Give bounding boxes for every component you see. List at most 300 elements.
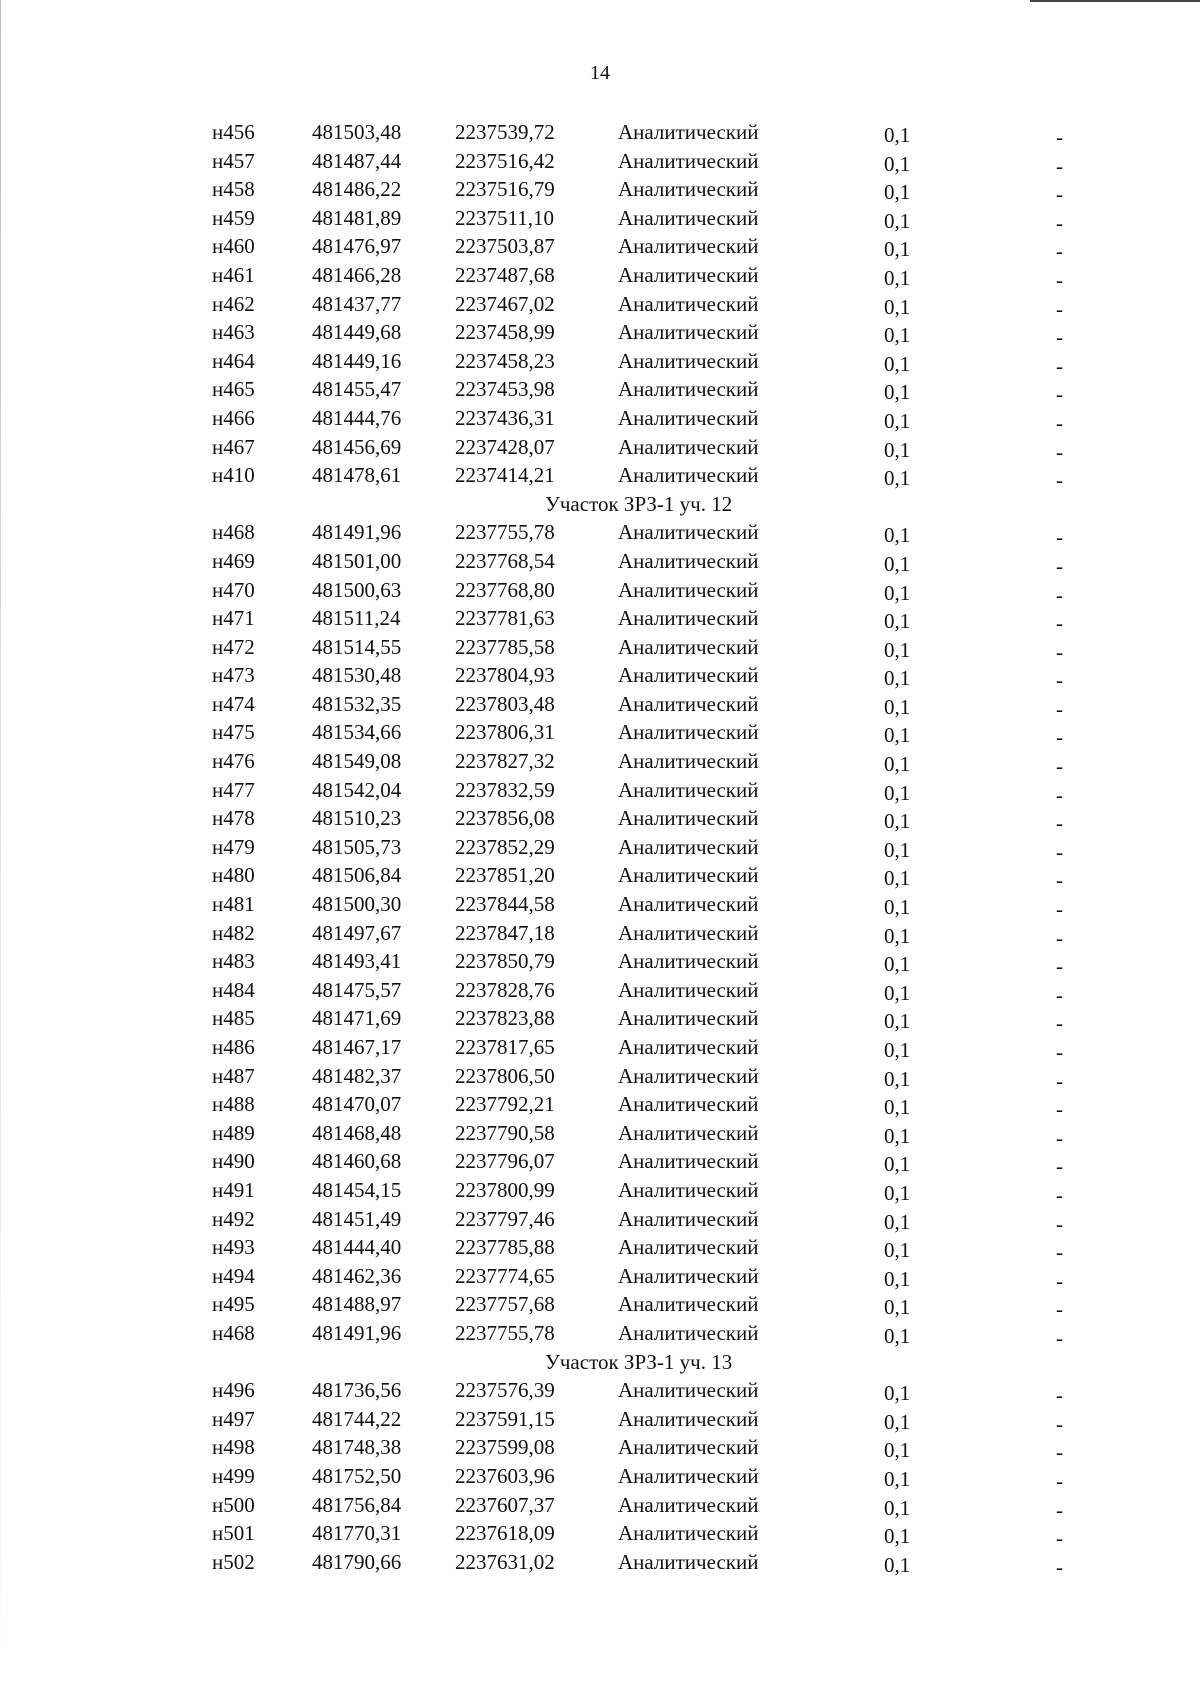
method-cell: Аналитический: [618, 663, 759, 688]
dash-cell: -: [1056, 925, 1063, 950]
dash-cell: -: [1056, 439, 1063, 464]
dash-cell: -: [1056, 1468, 1063, 1493]
dash-cell: -: [1056, 1154, 1063, 1179]
x-coordinate-cell: 481501,00: [312, 548, 402, 573]
y-coordinate-cell: 2237806,31: [455, 720, 555, 745]
y-coordinate-cell: 2237847,18: [455, 920, 555, 945]
x-coordinate-cell: 481500,30: [312, 892, 402, 917]
accuracy-cell: 0,1: [884, 895, 911, 920]
dash-cell: -: [1056, 725, 1063, 750]
y-coordinate-cell: 2237755,78: [455, 520, 555, 545]
method-cell: Аналитический: [618, 1235, 759, 1260]
accuracy-cell: 0,1: [884, 1495, 911, 1520]
table-row: [0, 1205, 1200, 1234]
dash-cell: -: [1056, 1011, 1063, 1036]
y-coordinate-cell: 2237796,07: [455, 1149, 555, 1174]
y-coordinate-cell: 2237844,58: [455, 892, 555, 917]
point-id-cell: н457: [212, 148, 255, 173]
accuracy-cell: 0,1: [884, 723, 911, 748]
method-cell: Аналитический: [618, 1263, 759, 1288]
method-cell: Аналитический: [618, 691, 759, 716]
table-row: [0, 776, 1200, 805]
point-id-cell: н468: [212, 1320, 255, 1345]
table-row: [0, 1090, 1200, 1122]
y-coordinate-cell: 2237436,31: [455, 405, 555, 430]
point-id-cell: н495: [212, 1292, 255, 1317]
dash-cell: -: [1056, 296, 1063, 321]
x-coordinate-cell: 481500,63: [312, 577, 402, 602]
accuracy-cell: 0,1: [884, 923, 911, 948]
method-cell: Аналитический: [618, 977, 759, 1002]
method-cell: Аналитический: [618, 1149, 759, 1174]
y-coordinate-cell: 2237631,02: [455, 1549, 555, 1574]
table-row: [0, 318, 1200, 350]
x-coordinate-cell: 481451,49: [312, 1206, 402, 1231]
y-coordinate-cell: 2237516,42: [455, 148, 555, 173]
method-cell: Аналитический: [618, 606, 759, 631]
point-id-cell: н492: [212, 1206, 255, 1231]
dash-cell: -: [1056, 1383, 1063, 1408]
table-row: [0, 232, 1200, 264]
y-coordinate-cell: 2237603,96: [455, 1463, 555, 1488]
x-coordinate-cell: 481467,17: [312, 1035, 402, 1059]
table-row: [0, 1033, 1200, 1062]
dash-cell: -: [1056, 754, 1063, 779]
table-row: [0, 576, 1200, 605]
x-coordinate-cell: 481468,48: [312, 1120, 402, 1145]
x-coordinate-cell: 481491,96: [312, 520, 402, 545]
x-coordinate-cell: 481549,08: [312, 749, 402, 774]
accuracy-cell: 0,1: [884, 1152, 911, 1177]
x-coordinate-cell: 481503,48: [312, 120, 402, 144]
table-row: [0, 1433, 1200, 1465]
x-coordinate-cell: 481478,61: [312, 463, 402, 488]
method-cell: Аналитический: [618, 749, 759, 774]
y-coordinate-cell: 2237790,58: [455, 1120, 555, 1145]
point-id-cell: н490: [212, 1149, 255, 1174]
top-rule: [1030, 0, 1200, 2]
dash-cell: -: [1056, 897, 1063, 922]
point-id-cell: н494: [212, 1263, 255, 1288]
point-id-cell: н458: [212, 177, 255, 202]
method-cell: Аналитический: [618, 1177, 759, 1202]
x-coordinate-cell: 481475,57: [312, 977, 402, 1002]
dash-cell: -: [1056, 1554, 1063, 1579]
dash-cell: -: [1056, 1325, 1063, 1350]
y-coordinate-cell: 2237453,98: [455, 377, 555, 402]
x-coordinate-cell: 481748,38: [312, 1435, 402, 1460]
table-row: [0, 1548, 1200, 1577]
table-row: [0, 433, 1200, 462]
table-row: [0, 861, 1200, 893]
point-id-cell: н497: [212, 1406, 255, 1431]
method-cell: Аналитический: [618, 1521, 759, 1546]
method-cell: Аналитический: [618, 548, 759, 573]
y-coordinate-cell: 2237414,21: [455, 463, 555, 488]
x-coordinate-cell: 481511,24: [312, 606, 401, 631]
x-coordinate-cell: 481510,23: [312, 806, 402, 831]
point-id-cell: н500: [212, 1492, 255, 1517]
dash-cell: -: [1056, 153, 1063, 178]
table-row: [0, 747, 1200, 779]
y-coordinate-cell: 2237591,15: [455, 1406, 555, 1431]
method-cell: Аналитический: [618, 834, 759, 859]
dash-cell: -: [1056, 468, 1063, 493]
accuracy-cell: 0,1: [884, 752, 911, 777]
coordinates-table: [0, 118, 1200, 1579]
accuracy-cell: 0,1: [884, 323, 911, 348]
y-coordinate-cell: 2237851,20: [455, 863, 555, 888]
point-id-cell: н474: [212, 691, 255, 716]
accuracy-cell: 0,1: [884, 1524, 911, 1549]
dash-cell: -: [1056, 954, 1063, 979]
method-cell: Аналитический: [618, 1120, 759, 1145]
dash-cell: -: [1056, 525, 1063, 550]
method-cell: Аналитический: [618, 291, 759, 316]
method-cell: Аналитический: [618, 949, 759, 974]
table-row: [0, 1290, 1200, 1322]
y-coordinate-cell: 2237768,54: [455, 548, 555, 573]
point-id-cell: н502: [212, 1549, 255, 1574]
section-header: Участок ЗРЗ-1 уч. 12: [545, 491, 733, 516]
accuracy-cell: 0,1: [884, 237, 911, 262]
dash-cell: -: [1056, 1097, 1063, 1122]
accuracy-cell: 0,1: [884, 466, 911, 491]
method-cell: Аналитический: [618, 920, 759, 945]
y-coordinate-cell: 2237458,23: [455, 348, 555, 373]
accuracy-cell: 0,1: [884, 1381, 911, 1406]
x-coordinate-cell: 481497,67: [312, 920, 402, 945]
accuracy-cell: 0,1: [884, 637, 911, 662]
x-coordinate-cell: 481756,84: [312, 1492, 402, 1517]
dash-cell: -: [1056, 382, 1063, 407]
point-id-cell: н472: [212, 634, 255, 659]
x-coordinate-cell: 481471,69: [312, 1006, 402, 1031]
method-cell: Аналитический: [618, 148, 759, 173]
dash-cell: -: [1056, 1526, 1063, 1551]
table-row: [0, 833, 1200, 862]
method-cell: Аналитический: [618, 234, 759, 259]
dash-cell: -: [1056, 839, 1063, 864]
accuracy-cell: 0,1: [884, 1438, 911, 1463]
point-id-cell: н488: [212, 1092, 255, 1117]
method-cell: Аналитический: [618, 1035, 759, 1059]
point-id-cell: н491: [212, 1177, 255, 1202]
x-coordinate-cell: 481506,84: [312, 863, 402, 888]
method-cell: Аналитический: [618, 1463, 759, 1488]
dash-cell: -: [1056, 582, 1063, 607]
accuracy-cell: 0,1: [884, 523, 911, 548]
point-id-cell: н465: [212, 377, 255, 402]
y-coordinate-cell: 2237539,72: [455, 120, 555, 144]
accuracy-cell: 0,1: [884, 408, 911, 433]
accuracy-cell: 0,1: [884, 1295, 911, 1320]
accuracy-cell: 0,1: [884, 265, 911, 290]
x-coordinate-cell: 481488,97: [312, 1292, 402, 1317]
x-coordinate-cell: 481444,76: [312, 405, 402, 430]
dash-cell: -: [1056, 182, 1063, 207]
table-row: [0, 1147, 1200, 1179]
y-coordinate-cell: 2237803,48: [455, 691, 555, 716]
table-row: [0, 1405, 1200, 1434]
table-row: [0, 1462, 1200, 1491]
method-cell: Аналитический: [618, 434, 759, 459]
table-row: [0, 1519, 1200, 1551]
y-coordinate-cell: 2237823,88: [455, 1006, 555, 1031]
method-cell: Аналитический: [618, 405, 759, 430]
accuracy-cell: 0,1: [884, 1552, 911, 1577]
y-coordinate-cell: 2237832,59: [455, 777, 555, 802]
accuracy-cell: 0,1: [884, 1323, 911, 1348]
x-coordinate-cell: 481491,96: [312, 1320, 402, 1345]
dash-cell: -: [1056, 1240, 1063, 1265]
accuracy-cell: 0,1: [884, 437, 911, 462]
method-cell: Аналитический: [618, 463, 759, 488]
point-id-cell: н476: [212, 749, 255, 774]
accuracy-cell: 0,1: [884, 151, 911, 176]
point-id-cell: н471: [212, 606, 255, 631]
section-header-row: [0, 1348, 1200, 1377]
table-row: [0, 547, 1200, 576]
point-id-cell: н498: [212, 1435, 255, 1460]
x-coordinate-cell: 481770,31: [312, 1521, 402, 1546]
x-coordinate-cell: 481466,28: [312, 262, 402, 287]
point-id-cell: н499: [212, 1463, 255, 1488]
accuracy-cell: 0,1: [884, 666, 911, 691]
y-coordinate-cell: 2237618,09: [455, 1521, 555, 1546]
point-id-cell: н462: [212, 291, 255, 316]
accuracy-cell: 0,1: [884, 1123, 911, 1148]
accuracy-cell: 0,1: [884, 208, 911, 233]
method-cell: Аналитический: [618, 806, 759, 831]
dash-cell: -: [1056, 353, 1063, 378]
table-row: [0, 404, 1200, 433]
accuracy-cell: 0,1: [884, 1095, 911, 1120]
x-coordinate-cell: 481514,55: [312, 634, 402, 659]
accuracy-cell: 0,1: [884, 123, 911, 147]
table-row: [0, 1004, 1200, 1036]
point-id-cell: н460: [212, 234, 255, 259]
x-coordinate-cell: 481454,15: [312, 1177, 402, 1202]
method-cell: Аналитический: [618, 1320, 759, 1345]
table-row: [0, 976, 1200, 1005]
x-coordinate-cell: 481482,37: [312, 1063, 402, 1088]
table-row: [0, 290, 1200, 319]
y-coordinate-cell: 2237785,88: [455, 1235, 555, 1260]
dash-cell: -: [1056, 210, 1063, 235]
accuracy-cell: 0,1: [884, 1238, 911, 1263]
x-coordinate-cell: 481487,44: [312, 148, 402, 173]
method-cell: Аналитический: [618, 1092, 759, 1117]
x-coordinate-cell: 481444,40: [312, 1235, 402, 1260]
dash-cell: -: [1056, 696, 1063, 721]
x-coordinate-cell: 481530,48: [312, 663, 402, 688]
accuracy-cell: 0,1: [884, 1466, 911, 1491]
y-coordinate-cell: 2237757,68: [455, 1292, 555, 1317]
table-row: [0, 718, 1200, 750]
accuracy-cell: 0,1: [884, 609, 911, 634]
table-row: [0, 1491, 1200, 1520]
table-row: [0, 690, 1200, 719]
accuracy-cell: 0,1: [884, 580, 911, 605]
method-cell: Аналитический: [618, 634, 759, 659]
point-id-cell: н463: [212, 320, 255, 345]
x-coordinate-cell: 481437,77: [312, 291, 402, 316]
method-cell: Аналитический: [618, 377, 759, 402]
x-coordinate-cell: 481449,68: [312, 320, 402, 345]
accuracy-cell: 0,1: [884, 1266, 911, 1291]
y-coordinate-cell: 2237797,46: [455, 1206, 555, 1231]
point-id-cell: н480: [212, 863, 255, 888]
accuracy-cell: 0,1: [884, 351, 911, 376]
x-coordinate-cell: 481456,69: [312, 434, 402, 459]
table-row: [0, 661, 1200, 693]
y-coordinate-cell: 2237804,93: [455, 663, 555, 688]
accuracy-cell: 0,1: [884, 1038, 911, 1062]
accuracy-cell: 0,1: [884, 694, 911, 719]
y-coordinate-cell: 2237774,65: [455, 1263, 555, 1288]
dash-cell: -: [1056, 782, 1063, 807]
point-id-cell: н468: [212, 520, 255, 545]
dash-cell: -: [1056, 1440, 1063, 1465]
accuracy-cell: 0,1: [884, 180, 911, 205]
y-coordinate-cell: 2237792,21: [455, 1092, 555, 1117]
y-coordinate-cell: 2237467,02: [455, 291, 555, 316]
point-id-cell: н481: [212, 892, 255, 917]
dash-cell: -: [1056, 1040, 1063, 1064]
point-id-cell: н485: [212, 1006, 255, 1031]
dash-cell: -: [1056, 125, 1063, 149]
dash-cell: -: [1056, 267, 1063, 292]
dash-cell: -: [1056, 1068, 1063, 1093]
x-coordinate-cell: 481493,41: [312, 949, 402, 974]
dash-cell: -: [1056, 1411, 1063, 1436]
dash-cell: -: [1056, 811, 1063, 836]
point-id-cell: н466: [212, 405, 255, 430]
dash-cell: -: [1056, 668, 1063, 693]
dash-cell: -: [1056, 1268, 1063, 1293]
y-coordinate-cell: 2237768,80: [455, 577, 555, 602]
x-coordinate-cell: 481744,22: [312, 1406, 402, 1431]
accuracy-cell: 0,1: [884, 551, 911, 576]
method-cell: Аналитический: [618, 1492, 759, 1517]
y-coordinate-cell: 2237785,58: [455, 634, 555, 659]
method-cell: Аналитический: [618, 1206, 759, 1231]
point-id-cell: н477: [212, 777, 255, 802]
point-id-cell: н483: [212, 949, 255, 974]
y-coordinate-cell: 2237755,78: [455, 1320, 555, 1345]
y-coordinate-cell: 2237781,63: [455, 606, 555, 631]
y-coordinate-cell: 2237856,08: [455, 806, 555, 831]
dash-cell: -: [1056, 1182, 1063, 1207]
point-id-cell: н410: [212, 463, 255, 488]
dash-cell: -: [1056, 982, 1063, 1007]
x-coordinate-cell: 481752,50: [312, 1463, 402, 1488]
point-id-cell: н464: [212, 348, 255, 373]
table-row: [0, 175, 1200, 207]
x-coordinate-cell: 481460,68: [312, 1149, 402, 1174]
x-coordinate-cell: 481505,73: [312, 834, 402, 859]
accuracy-cell: 0,1: [884, 837, 911, 862]
x-coordinate-cell: 481542,04: [312, 777, 402, 802]
method-cell: Аналитический: [618, 1006, 759, 1031]
y-coordinate-cell: 2237800,99: [455, 1177, 555, 1202]
point-id-cell: н473: [212, 663, 255, 688]
table-row: [0, 633, 1200, 662]
point-id-cell: н475: [212, 720, 255, 745]
x-coordinate-cell: 481455,47: [312, 377, 402, 402]
point-id-cell: н489: [212, 1120, 255, 1145]
accuracy-cell: 0,1: [884, 1066, 911, 1091]
point-id-cell: н479: [212, 834, 255, 859]
x-coordinate-cell: 481790,66: [312, 1549, 402, 1574]
table-row: [0, 890, 1200, 922]
point-id-cell: н478: [212, 806, 255, 831]
accuracy-cell: 0,1: [884, 1009, 911, 1034]
x-coordinate-cell: 481486,22: [312, 177, 402, 202]
method-cell: Аналитический: [618, 1549, 759, 1574]
accuracy-cell: 0,1: [884, 866, 911, 891]
accuracy-cell: 0,1: [884, 380, 911, 405]
point-id-cell: н469: [212, 548, 255, 573]
point-id-cell: н493: [212, 1235, 255, 1260]
dash-cell: -: [1056, 553, 1063, 578]
point-id-cell: н486: [212, 1035, 255, 1059]
y-coordinate-cell: 2237827,32: [455, 749, 555, 774]
table-row: [0, 147, 1200, 176]
y-coordinate-cell: 2237850,79: [455, 949, 555, 974]
table-row: [0, 1176, 1200, 1205]
method-cell: Аналитический: [618, 262, 759, 287]
accuracy-cell: 0,1: [884, 1209, 911, 1234]
dash-cell: -: [1056, 611, 1063, 636]
method-cell: Аналитический: [618, 120, 759, 144]
y-coordinate-cell: 2237607,37: [455, 1492, 555, 1517]
table-row: [0, 947, 1200, 979]
y-coordinate-cell: 2237511,10: [455, 205, 554, 230]
method-cell: Аналитический: [618, 520, 759, 545]
dash-cell: -: [1056, 1497, 1063, 1522]
section-header: Участок ЗРЗ-1 уч. 13: [545, 1349, 733, 1374]
accuracy-cell: 0,1: [884, 809, 911, 834]
table-row: [0, 1062, 1200, 1091]
y-coordinate-cell: 2237503,87: [455, 234, 555, 259]
point-id-cell: н496: [212, 1378, 255, 1403]
y-coordinate-cell: 2237458,99: [455, 320, 555, 345]
dash-cell: -: [1056, 239, 1063, 264]
table-row: [0, 919, 1200, 948]
x-coordinate-cell: 481470,07: [312, 1092, 402, 1117]
y-coordinate-cell: 2237428,07: [455, 434, 555, 459]
table-row: [0, 118, 1200, 147]
method-cell: Аналитический: [618, 720, 759, 745]
dash-cell: -: [1056, 410, 1063, 435]
x-coordinate-cell: 481462,36: [312, 1263, 402, 1288]
method-cell: Аналитический: [618, 348, 759, 373]
y-coordinate-cell: 2237487,68: [455, 262, 555, 287]
method-cell: Аналитический: [618, 863, 759, 888]
point-id-cell: н456: [212, 120, 255, 144]
y-coordinate-cell: 2237852,29: [455, 834, 555, 859]
method-cell: Аналитический: [618, 205, 759, 230]
point-id-cell: н470: [212, 577, 255, 602]
y-coordinate-cell: 2237516,79: [455, 177, 555, 202]
page-number: 14: [590, 62, 610, 84]
table-row: [0, 604, 1200, 636]
method-cell: Аналитический: [618, 1063, 759, 1088]
y-coordinate-cell: 2237599,08: [455, 1435, 555, 1460]
method-cell: Аналитический: [618, 177, 759, 202]
